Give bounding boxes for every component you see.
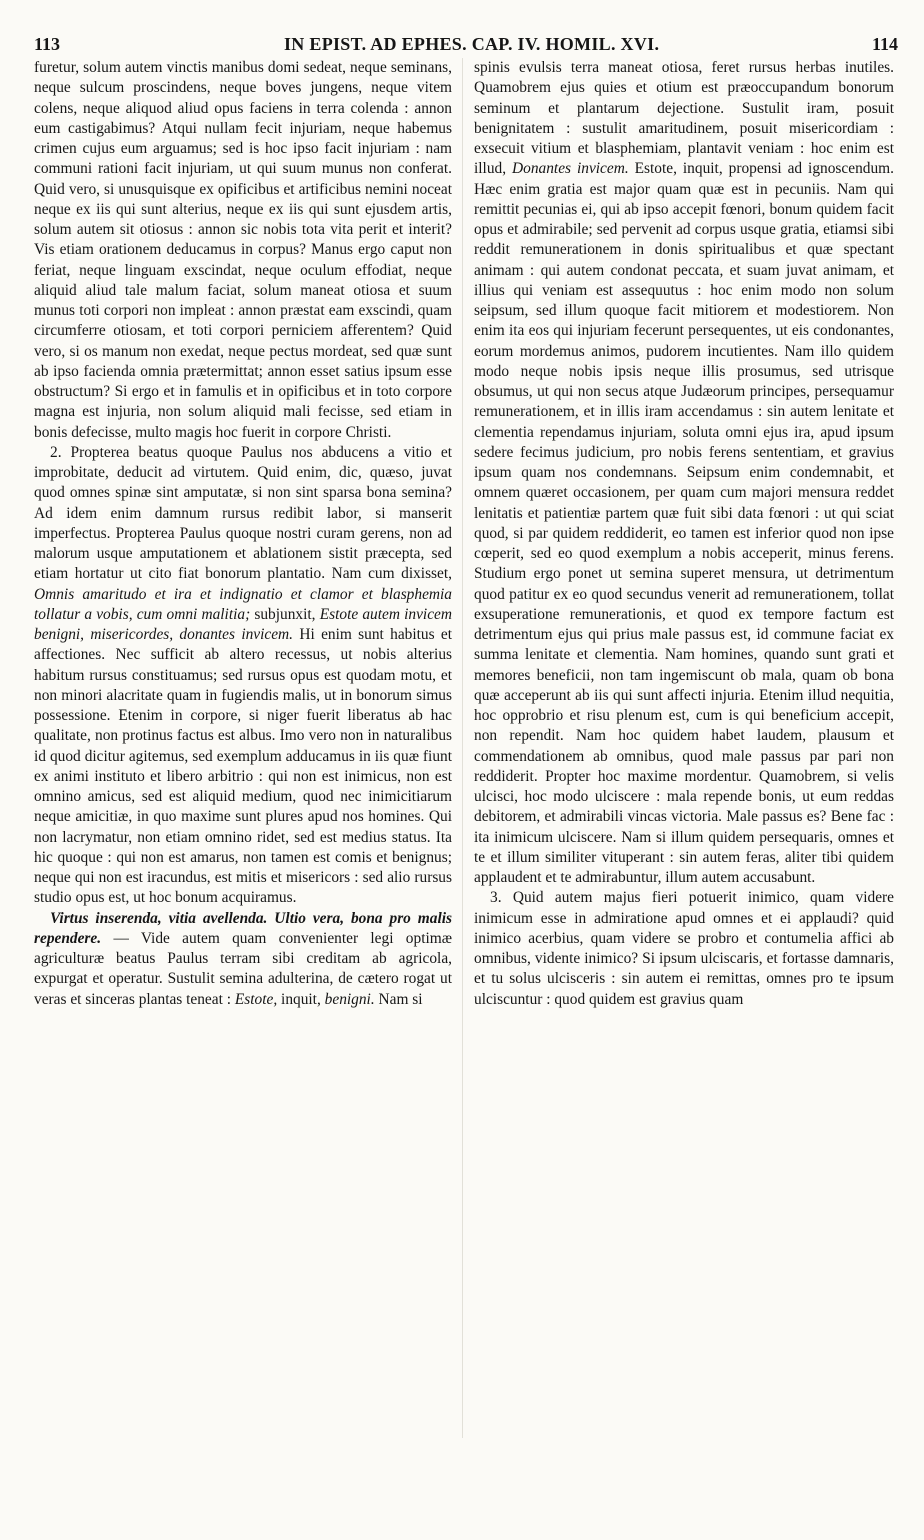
right-paragraph-1 — [474, 58, 894, 888]
page-number-right: 114 — [871, 34, 898, 54]
column-divider — [462, 58, 463, 1438]
right-column — [474, 58, 894, 1010]
section-subheading: Virtus inserenda, vitia avellenda. Ultio vera, bona pro malis rependere. — [34, 909, 452, 947]
left-p2-quote-1: Omnis amaritudo et ira et indignatio et clamor et blasphemia tollatur a vobis, cum omni malitia; — [34, 585, 452, 623]
left-paragraph-1: furetur, solum autem vinctis manibus domi sedeat, neque seminans, neque sulcum proscindens, neque boves jungens, neque vitem colens, neque aliquod aliud opus faciens in terra colenda : annon eum castigabimus? Atqui nullam fecit injuriam, neque habemus crimen cujus eum arguamus; sed is hoc ipso facit injuriam : nam communi rationi facit injuriam, ut qui suum munus non conferat. Quid vero, si unusquisque ex opificibus et artificibus nemini noceat neque ex iis qui sunt alterius, neque ex iis qui sunt ejusdem artis, solum autem sit otiosus : annon sic nobis tota vita perit et interit? Vis etiam orationem deducamus in corpus? Manus ergo caput non feriat, neque linguam exscindat, neque oculum effodiat, neque aliquid aliud tale malum faciat, solum maneat otiosa et suum munus toti corpori non impleat : annon præstat eam exscindi, quam circumferre otiosam, et toti corpori perniciem afferentem? Quid vero, si os manum non exedat, neque pectus mordeat, sed quæ sunt ab ipso facienda omnia prætermittat; annon esset satius ipsum esse obstructum? Si ergo et in famulis et in opificibus et in toto corpore magna est injuria, non solum aliquid mali fecisse, sed etiam in bonis defecisse, multo magis hoc fuerit in corpore Christi. — [34, 59, 452, 441]
left-p3-quote-2: benigni. — [324, 990, 375, 1008]
left-p3-text-c: Nam si — [378, 990, 423, 1008]
left-p3-quote-1: Estote, — [234, 990, 278, 1008]
left-p3-text-a: — Vide autem quam convenienter legi optimæ agriculturæ beatus Paulus terram sibi creditam ab agricola, expurgat et operatur. Sustulit semina adulterina, de cætero rogat ut veras et sinceras plantas teneat : — [34, 929, 452, 1008]
running-header — [28, 34, 898, 56]
right-paragraph-2: 3. Quid autem majus fieri potuerit inimico, quam videre inimicum esse in admiratione apud omnes et ei applaudi? quid inimico acerbius, quam videre se probro et contumelia affici ab omnibus, vidente inimico? Si ipsum ulciscaris, et fortasse damnaris, et tu solus ulcisceris : sin autem ei remittas, omnes pro te ipsum ulciscuntur : quod quidem est gravius quam — [474, 889, 894, 1008]
right-p1-quote-1: Donantes invicem. — [512, 160, 629, 178]
left-p2-text-c: Hi enim sunt habitus et affectiones. Nec sufficit ab altero recessus, ut nobis alterius habitum rursus constituamus; sed rursus opus est quodam motu, et non minori alacritate quam in fugiendis malis, ut in bonorum simus possessione. Etenim in corpore, si niger fuerit liberatus ab hac qualitate, non protinus factus est albus. Imo vero non in naturalibus id quod dicitur agitemus, sed exemplum adducamus in iis quæ fiunt ex animi instituto et libero arbitrio : qui non est inimicus, non est omnino amicus, sed est aliquid medium, quod nec inimicitiarum neque amicitiæ, in quo maxime sunt plures apud nos homines. Qui non lacrymatur, non etiam omnino ridet, sed est medius status. Ita hic quoque : qui non est amarus, non tamen est comis et benignus; neque qui non est iracundus, est mitis et misericors : sed alio rursus studio opus est, ut hoc bonum acquiramus. — [34, 626, 453, 907]
left-p2-quote-2: Estote autem invicem benigni, misericordes, donantes invicem. — [34, 605, 452, 643]
left-p2-text-a: 2. Propterea beatus quoque Paulus nos abducens a vitio et improbitate, deducit ad virtutem. Quid enim, dic, quæso, juvat quod omnes spinæ sint amputatæ, si non sint sparsa bona semina? Ad idem enim damnum rursus redibit labor, si manserit imperfectus. Propterea Paulus quoque nostri curam gerens, non ad malorum usque amputationem et ablationem sistit præcepta, sed etiam hortatur ut cito fiat bonorum plantatio. Nam cum dixisset, — [34, 443, 452, 583]
left-p2-text-b: subjunxit, — [254, 605, 316, 623]
page-number-left: 113 — [34, 34, 61, 54]
right-p1-text-b: Estote, inquit, propensi ad ignoscendum. Hæc enim gratia est major quam quæ est in pecuniis. Nam qui remittit pecunias ei, qui ab ipso accepit fœnori, bonum quidem facit opus et admirabile; sed pervenit ad corpus usque gratia, etiamsi sibi reddit remunerationem in donis spiritualibus et quæ spectant animam : qui autem condonat peccata, et suam juvat animam, et illius qui veniam est assequutus : hoc enim modo non solum seipsum, sed illum quoque facit mitiorem et modestiorem. Non enim ita eos qui injuriam fecerunt persequentes, ut eis condonantes, eorum mordemus animos, pudorem incutientes. Nam illo quidem modo neque nobis ipsis neque illis prosumus, sed utrisque obsumus, ut qui non secus atque Judæorum principes, persequamur remunerationem, et in illis iram accendamus : sin autem lenitate et clementia rependamus injuriam, soluta omni ejus ira, apud ipsum sedere fecimus judicium, pro nobis ferens sententiam, et gravius ipsum quam nos condemnans. Seipsum enim condemnabit, et omnem quæret occasionem, per quam cum majori mensura reddet lenitatis et patientiæ partem quæ fuit sibi data fœnori : ut qui sciat quod, si par quidem reddiderit, eo tamen est inferior quod non ipse cœperit, sed eo quod exemplum a nobis acceperit, minus ferens. Studium ergo ponet ut semina superet mensura, ut detrimentum quod patitur ex eo quod secundus venerit ad remunerationem, tollat exsuperatione remunerationis, et quod ex tempore factum est detrimentum ejus qui prius male passus est, id commune faciat ex summa lenitate et clementia. Nam homines, quando sunt grati et memores beneficii, non tam ingemiscunt ob mala, quam ob bona quæ acceperunt ab iis qui sunt affecti injuria. Etenim illud nequitia, hoc opprobrio et risu plenum est, cum is qui beneficium accepit, non rependit. Nam hoc quidem habet laudem, plausum et commendationem ab omnibus, quod male passus par pari non reddiderit. Propter hoc maxime mordentur. Quamobrem, si velis ulcisci, hoc modo ulciscere : mala repende bonis, ut eum reddas debitorem, et admirabili vincas victoria. Male passus es? Bene fac : ita inimicum ulciscere. Nam si illum quidem persequaris, omnes et te et illum similiter vituperant : sin autem feras, aliter tibi quidem applaudent et te admirabuntur, illum autem accusabunt. — [474, 160, 894, 886]
right-p1-text-a: spinis evulsis terra maneat otiosa, feret rursus herbas inutiles. Quamobrem ejus quies et otium est præoccupandum bonorum seminum et plantarum dejectione. Sustulit iram, posuit benignitatem : sustulit amaritudinem, posuit misericordiam : exsecuit vitium et blasphemiam, plantavit veniam : hoc enim est illud, — [474, 59, 894, 178]
left-paragraph-3 — [34, 909, 452, 1010]
left-column — [34, 58, 452, 1010]
left-p3-text-b: inquit, — [281, 990, 321, 1008]
left-paragraph-2 — [34, 443, 452, 909]
running-title: IN EPIST. AD EPHES. CAP. IV. HOMIL. XVI. — [284, 34, 660, 54]
